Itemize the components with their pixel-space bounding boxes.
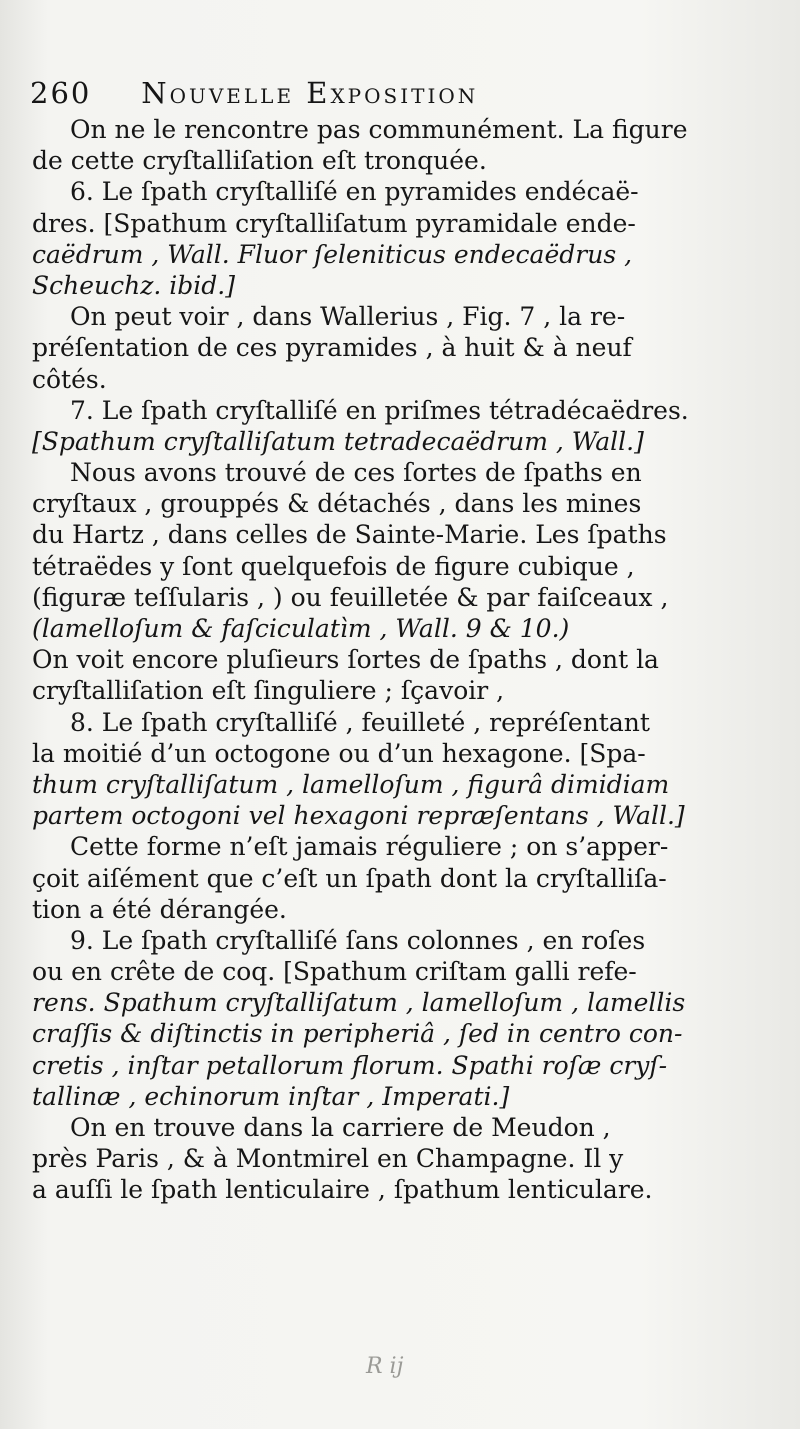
- text-line: Cette forme n’eſt jamais réguliere ; on s’apper-: [70, 832, 669, 862]
- text-line: partem octogoni vel hexagoni repræſentans , Wall.]: [32, 801, 685, 831]
- page-number: 260: [30, 76, 92, 110]
- text-line: [Spathum cryſtalliſatum tetradecaëdrum , Wall.]: [32, 426, 644, 456]
- text-line: (figuræ teſſularis , ) ou feuilletée & par faiſceaux ,: [32, 582, 669, 612]
- text-line: préſentation de ces pyramides , à huit & à neuf: [32, 333, 632, 363]
- text-line: la moitié d’un octogone ou d’un hexagone. [Spa-: [32, 738, 646, 768]
- body-text: [32, 114, 772, 1206]
- signature-mark: R ij: [366, 1354, 404, 1379]
- text-line: tion a été dérangée.: [32, 894, 287, 924]
- text-line: 6. Le ſpath cryſtalliſé en pyramides endécaë-: [70, 177, 639, 207]
- text-line: On peut voir , dans Wallerius , Fig. 7 , la re-: [70, 302, 626, 332]
- text-line: Nous avons trouvé de ces ſortes de ſpaths en: [70, 458, 642, 488]
- text-line: 8. Le ſpath cryſtalliſé , feuilleté , repréſentant: [70, 707, 650, 737]
- text-line: On ne le rencontre pas communément. La figure: [70, 115, 688, 144]
- text-line: côtés.: [32, 364, 107, 394]
- text-line: 9. Le ſpath cryſtalliſé ſans colonnes , en roſes: [70, 925, 646, 955]
- text-line: craſſis & diſtinctis in peripheriâ , ſed in centro con-: [32, 1019, 683, 1049]
- text-line: a auſſi le ſpath lenticulaire , ſpathum lenticulare.: [32, 1175, 653, 1205]
- text-line: Scheuchz. ibid.]: [32, 270, 235, 300]
- text-line: cretis , inſtar petallorum florum. Spathi roſæ cryſ-: [32, 1050, 668, 1080]
- text-line: caëdrum , Wall. Fluor ſeleniticus endecaëdrus ,: [32, 239, 633, 269]
- text-line: tétraëdes y ſont quelquefois de figure cubique ,: [32, 551, 635, 581]
- text-line: On voit encore pluſieurs ſortes de ſpaths , dont la: [32, 645, 659, 675]
- text-line: du Hartz , dans celles de Sainte-Marie. Les ſpaths: [32, 520, 667, 550]
- text-line: cryſtaux , grouppés & détachés , dans les mines: [32, 489, 642, 519]
- text-line: çoit aiſément que c’eſt un ſpath dont la cryſtalliſa-: [32, 863, 667, 893]
- text-line: thum cryſtalliſatum , lamelloſum , figurâ dimidiam: [32, 769, 670, 799]
- text-line: tallinæ , echinorum inſtar , Imperati.]: [32, 1081, 510, 1111]
- text-line: 7. Le ſpath cryſtalliſé en priſmes tétradécaëdres.: [70, 395, 689, 425]
- text-line: (lamelloſum & faſciculatìm , Wall. 9 & 10.): [32, 614, 570, 643]
- text-line: cryſtalliſation eſt ſinguliere ; ſçavoir ,: [32, 676, 505, 706]
- text-line: ou en crête de coq. [Spathum criſtam galli refe-: [32, 957, 637, 987]
- text-line: rens. Spathum cryſtalliſatum , lamelloſum , lamellis: [32, 988, 686, 1018]
- running-title: Nouvelle Exposition: [141, 76, 479, 110]
- text-line: de cette cryſtalliſation eſt tronquée.: [32, 146, 487, 176]
- text-line: près Paris , & à Montmirel en Champagne. Il y: [32, 1144, 624, 1174]
- text-line: On en trouve dans la carriere de Meudon ,: [70, 1113, 611, 1142]
- text-line: dres. [Spathum cryſtalliſatum pyramidale ende-: [32, 208, 636, 238]
